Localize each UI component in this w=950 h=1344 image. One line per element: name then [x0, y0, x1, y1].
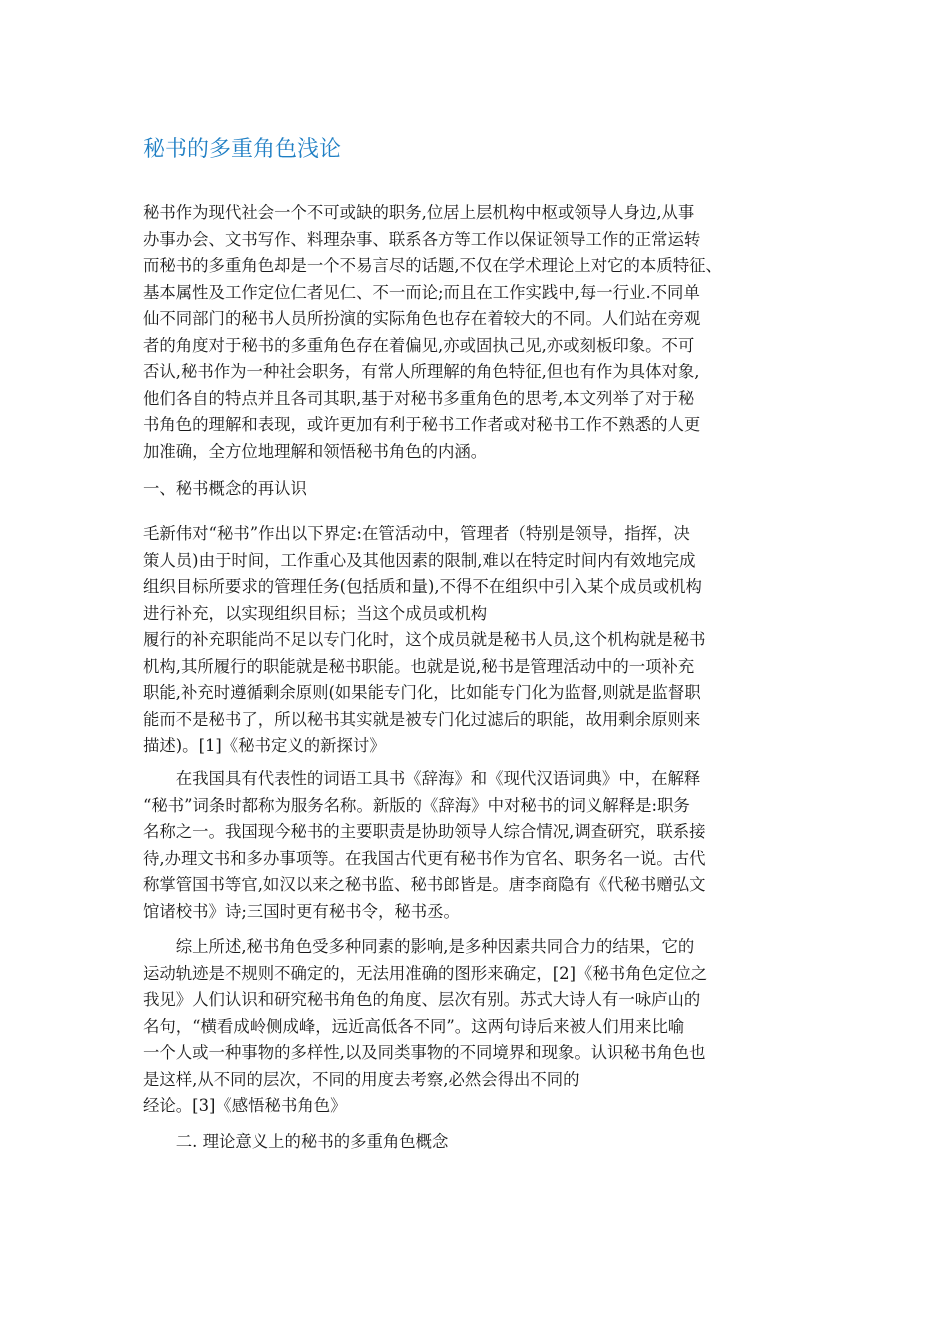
paragraph-line: 履行的补充职能尚不足以专门化时，这个成员就是秘书人员,这个机构就是秘书 — [143, 630, 706, 649]
section1-paragraph-2 — [143, 766, 813, 925]
paragraph-line: 是这样,从不同的层次，不同的用度去考察,必然会得出不同的 — [143, 1069, 580, 1089]
intro-line: 者的角度对于秘书的多重角色存在着偏见,亦或固执己见,亦或刻板印象。不可 — [143, 335, 695, 355]
paragraph-line: 名称之一。我国现今秘书的主要职责是协助领导人综合情况,调查研究，联系接 — [143, 822, 706, 841]
intro-line: 而秘书的多重角色却是一个不易言尽的话题,不仅在学术理论上对它的本质特征、 — [143, 256, 722, 275]
paragraph-line: 机构,其所履行的职能就是秘书职能。也就是说,秘书是管理活动中的一项补充 — [143, 656, 695, 676]
paragraph-line: 组织目标所要求的管理任务(包括质和量),不得不在组织中引入某个成员或机构 — [143, 577, 702, 596]
intro-line: 否认,秘书作为一种社会职务，有常人所理解的角色特征,但也有作为具体对象, — [143, 362, 700, 381]
paragraph-line: 经论。[3]《感悟秘书角色》 — [143, 1096, 347, 1115]
paragraph-line: “秘书”词条时都称为服务名称。新版的《辞海》中对秘书的词义解释是:职务 — [143, 795, 690, 815]
paragraph-line: 毛新伟对“秘书”作出以下界定:在管活动中，管理者（特别是领导，指挥，决 — [143, 524, 690, 543]
section1-heading: 一、秘书概念的再认识 — [143, 479, 307, 498]
intro-line: 他们各自的特点并且各司其职,基于对秘书多重角色的思考,本文列举了对于秘 — [143, 388, 695, 408]
paragraph-line: 我见》人们认识和研究秘书角色的角度、层次有别。苏式大诗人有一咏庐山的 — [143, 990, 701, 1009]
section1-paragraph-3 — [143, 934, 813, 1120]
intro-paragraph — [143, 200, 813, 465]
paragraph-line: 在我国具有代表性的词语工具书《辞海》和《现代汉语词典》中，在解释 — [143, 769, 701, 788]
paragraph-line: 综上所述,秘书角色受多种同素的影响,是多种因素共同合力的结果，它的 — [143, 937, 695, 956]
intro-line: 基本属性及工作定位仁者见仁、不一而论;而且在工作实践中,每一行业.不同单 — [143, 282, 700, 302]
section1-paragraph-1 — [143, 521, 813, 760]
paragraph-line: 称掌管国书等官,如汉以来之秘书监、秘书郎皆是。唐李商隐有《代秘书赠弘文 — [143, 875, 706, 894]
paragraph-line: 能而不是秘书了，所以秘书其实就是被专门化过滤后的职能，故用剩余原则来 — [143, 709, 701, 729]
intro-line: 仙不同部门的秘书人员所扮演的实际角色也存在着较大的不同。人们站在旁观 — [143, 309, 701, 328]
intro-line: 加准确，全方位地理解和领悟秘书角色的内涵。 — [143, 441, 488, 461]
paragraph-line: 馆诸校书》诗;三国时更有秘书令，秘书丞。 — [143, 901, 460, 921]
paragraph-line: 运动轨迹是不规则不确定的，无法用准确的图形来确定，[2]《秘书角色定位之 — [143, 963, 708, 983]
paragraph-line: 名句，“横看成岭侧成峰，远近高低各不同”。这两句诗后来被人们用来比喻 — [143, 1016, 685, 1036]
paragraph-line: 策人员)由于时间，工作重心及其他因素的限制,难以在特定时间内有效地完成 — [143, 550, 696, 570]
section2-heading: 二. 理论意义上的秘书的多重角色概念 — [143, 1132, 449, 1151]
intro-line: 秘书作为现代社会一个不可或缺的职务,位居上层机构中枢或领导人身边,从事 — [143, 203, 695, 222]
paragraph-line: 待,办理文书和多办事项等。在我国古代更有秘书作为官名、职务名一说。古代 — [143, 848, 706, 868]
document-title: 秘书的多重角色浅论 — [143, 137, 342, 162]
paragraph-line: 进行补充，以实现组织目标；当这个成员或机构 — [143, 603, 488, 623]
paragraph-line: 一个人或一种事物的多样性,以及同类事物的不同境界和现象。认识秘书角色也 — [143, 1043, 706, 1062]
intro-line: 书角色的理解和表现，或许更加有利于秘书工作者或对秘书工作不熟悉的人更 — [143, 415, 701, 434]
paragraph-line: 职能,补充时遵循剩余原则(如果能专门化，比如能专门化为监督,则就是监督职 — [143, 683, 701, 702]
intro-line: 办事办会、文书写作、料理杂事、联系各方等工作以保证领导工作的正常运转 — [143, 229, 701, 249]
paragraph-line: 描述)。[1]《秘书定义的新探讨》 — [143, 736, 386, 755]
